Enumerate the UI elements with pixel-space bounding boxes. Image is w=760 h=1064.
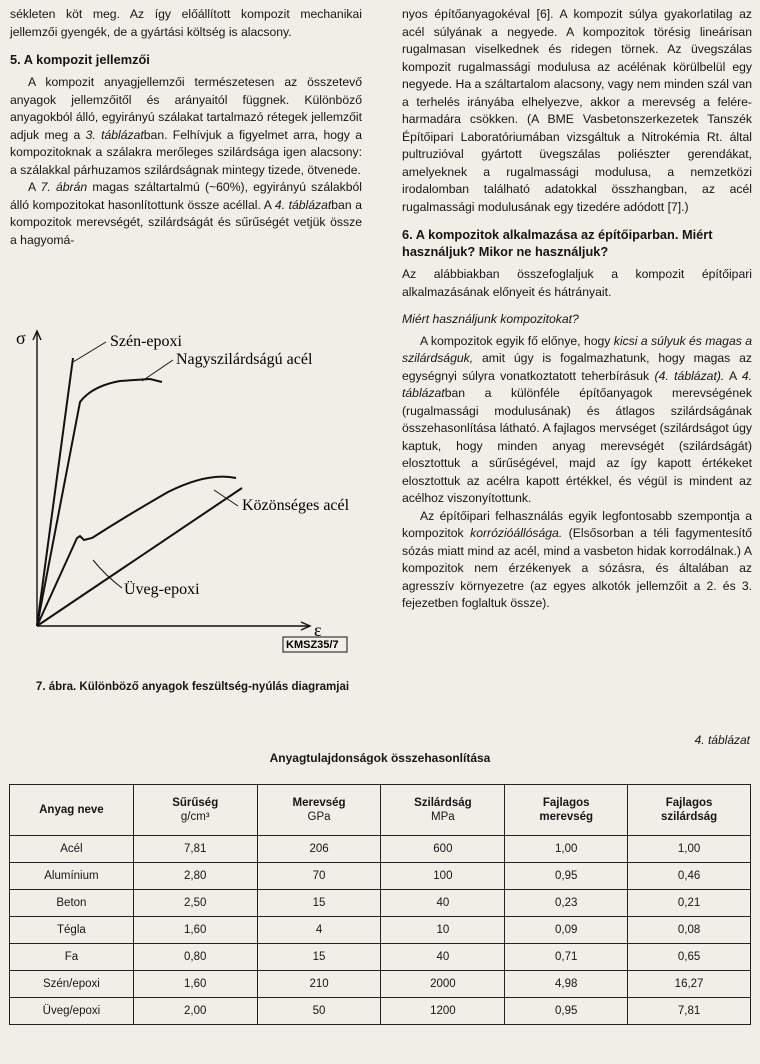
table-cell: 0,46 (628, 863, 751, 890)
stress-strain-diagram (10, 320, 375, 665)
leader-glass-epoxy (93, 560, 122, 588)
table-row (10, 944, 751, 971)
table-cell: 0,23 (505, 890, 628, 917)
label-high-strength-steel: Nagyszilárdságú acél (176, 351, 313, 368)
table-cell: 0,09 (505, 917, 628, 944)
x-axis-label: ε (314, 620, 322, 640)
table-cell: 0,80 (133, 944, 257, 971)
column-header: Fajlagos szilárdság (628, 785, 751, 836)
y-axis-label: σ (16, 328, 26, 348)
table-cell: 1200 (381, 998, 505, 1025)
table-title: Anyagtulajdonságok összehasonlítása (269, 751, 491, 765)
table-cell: 206 (257, 836, 381, 863)
column-header: Fajlagos merevség (505, 785, 628, 836)
label-carbon-epoxy: Szén-epoxi (110, 333, 182, 350)
label-glass-epoxy: Üveg-epoxi (124, 581, 200, 598)
table-cell: 2,80 (133, 863, 257, 890)
table-cell: 70 (257, 863, 381, 890)
table-cell: 0,21 (628, 890, 751, 917)
table-cell: 40 (381, 890, 505, 917)
table-cell: Üveg/epoxi (10, 998, 134, 1025)
table-cell: 1,00 (628, 836, 751, 863)
table-cell: Szén/epoxi (10, 971, 134, 998)
column-header: Szilárdság MPa (381, 785, 505, 836)
subsection-title: Miért használjunk kompozitokat? (402, 312, 579, 326)
table-cell: 0,08 (628, 917, 751, 944)
table-cell: 10 (381, 917, 505, 944)
paragraph-corrosion: Az építőipari felhasználás egyik legfontosabb szempontja a kompozitok korrózióállósága. (Elsősorban a téli fagymentesítő sózás miatt mind az acél, mind a vasbeton hidak korrodálnak.) A kompozitok nem érzékenyek a sózásra, és általában az agresszív környezetre (az egyes alkotók jellemzőit a 2. és 3. fejezetben foglaltuk össze). (402, 508, 753, 610)
left-column (10, 6, 362, 249)
table-cell: 210 (257, 971, 381, 998)
column-header: Sűrűség g/cm³ (133, 785, 257, 836)
leader-carbon-epoxy (73, 342, 106, 362)
table-cell: 7,81 (133, 836, 257, 863)
table-row (10, 998, 751, 1025)
curve-mild-steel (37, 477, 236, 626)
intro-paragraph: sékleten köt meg. Az így előállított kompozit mechanikai jellemzői gyengék, de a gyártási költség is alacsony. (10, 7, 362, 39)
right-column (402, 6, 752, 613)
table-row (10, 863, 751, 890)
material-properties-table (9, 784, 751, 1025)
table-cell: 100 (381, 863, 505, 890)
column-header: Anyag neve (10, 785, 134, 836)
table-cell: Alumínium (10, 863, 134, 890)
table-row (10, 836, 751, 863)
table-number: 4. táblázat (694, 733, 750, 747)
table-cell: 2,50 (133, 890, 257, 917)
section-6-title: 6. A kompozitok alkalmazása az építőiparban. Miért használjuk? Mikor ne használjuk? (402, 227, 713, 259)
table-cell: 15 (257, 890, 381, 917)
table-cell: Fa (10, 944, 134, 971)
table-cell: 15 (257, 944, 381, 971)
paragraph-materials: A kompozit anyagjellemzői természetesen az összetevő anyagok jellemzőitől és arányaitól függnek. Különböző anyagokból álló, egyirányú szálakat tartalmazó rétegek jellemzőit adjuk meg a 3. táblázatban. Felhívjuk a figyelmet arra, hogy a kompozitoknak a szálakra merőleges szilárdsága igen alacsony: a szálakkal párhuzamos szilárdságnak mintegy tizede, ötvenede. (10, 75, 362, 177)
paragraph-composite-weight: nyos építőanyagokéval [6]. A kompozit súlya gyakorlatilag az acél súlyának a negyede. A kompozitok törésig lineárisan rugalmasan viselkednek és ridegen törnek. Az üvegszálas kompozit rugalmassági modulusa az acélénak körülbelül egy negyede. Ha a száltartalom alacsony, vagy nem minden szál van a terhelés irányába elhelyezve, akkor a merevség a felére-harmadára csökken. (A BME Vasbetonszerkezetek Tanszék Építőipari Laboratóriumában vizsgáltuk a Nitrokémia Rt. által pultruzióval gyártott üvegszálas poliészter gerendákat, amelyeknek a rugalmassági modulusa, a nemzetközi irodalomban található adatokkal összhangban, az acél rugalmassági modulusának egy tizedére adódott [7].) (402, 7, 753, 214)
table-cell: 50 (257, 998, 381, 1025)
column-header: Merevség GPa (257, 785, 381, 836)
table-row (10, 971, 751, 998)
leader-high-strength-steel (142, 360, 173, 381)
paragraph-advantages: A kompozitok egyik fő előnye, hogy kicsi a súlyuk és magas a szilárdságuk, amit úgy is fogalmazhatunk, hogy magas az egységnyi súlyra vonatkoztatott teherbírásuk (4. táblázat). A 4. táblázatban a különféle építőanyagok merevségének (rugalmassági modulusának) és átlagos szilárdságának összehasonlítása látható. A fajlagos mervséget (szilárdságot úgy kaptuk, hogy minden anyag merevségét (szilárdságát) elosztottuk a sűrűségével, majd az így kapott értékeket elosztottuk az acélra kapott értékkel, és végül is mindent az acélhoz viszonyítottunk. (402, 333, 752, 505)
table-cell: 7,81 (628, 998, 751, 1025)
table-header-row (10, 785, 751, 836)
figure-caption: 7. ábra. Különböző anyagok feszültség-nyúlás diagramjai (35, 681, 350, 693)
table-cell: 600 (381, 836, 505, 863)
paragraph-summary: Az alábbiakban összefoglaljuk a kompozit építőipari alkalmazásának előnyeit és hátrányait. (402, 267, 752, 299)
table-cell: 0,95 (505, 863, 628, 890)
table-row (10, 890, 751, 917)
table-cell: 1,60 (133, 917, 257, 944)
paragraph-figure-reference: A 7. ábrán magas száltartalmú (~60%), egyirányú szálakból álló kompozitokat hasonlítottunk össze acéllal. A 4. táblázatban a kompozitok merevségét, szilárdságát és sűrűségét vetjük össze a hagyomá- (10, 180, 362, 247)
section-5-title: 5. A kompozit jellemzői (10, 52, 150, 67)
table-cell: Acél (10, 836, 134, 863)
table-cell: 4 (257, 917, 381, 944)
table-cell: 40 (381, 944, 505, 971)
table-cell: 0,71 (505, 944, 628, 971)
table-cell: 0,95 (505, 998, 628, 1025)
table-cell: 4,98 (505, 971, 628, 998)
label-mild-steel: Közönséges acél (242, 497, 350, 514)
table-cell: Tégla (10, 917, 134, 944)
table-cell: 2,00 (133, 998, 257, 1025)
stress-strain-figure (10, 320, 375, 665)
table-cell: Beton (10, 890, 134, 917)
table-cell: 0,65 (628, 944, 751, 971)
table-cell: 16,27 (628, 971, 751, 998)
table-cell: 1,00 (505, 836, 628, 863)
table-cell: 2000 (381, 971, 505, 998)
figure-code: KMSZ35/7 (286, 639, 339, 651)
table-cell: 1,60 (133, 971, 257, 998)
table-row (10, 917, 751, 944)
